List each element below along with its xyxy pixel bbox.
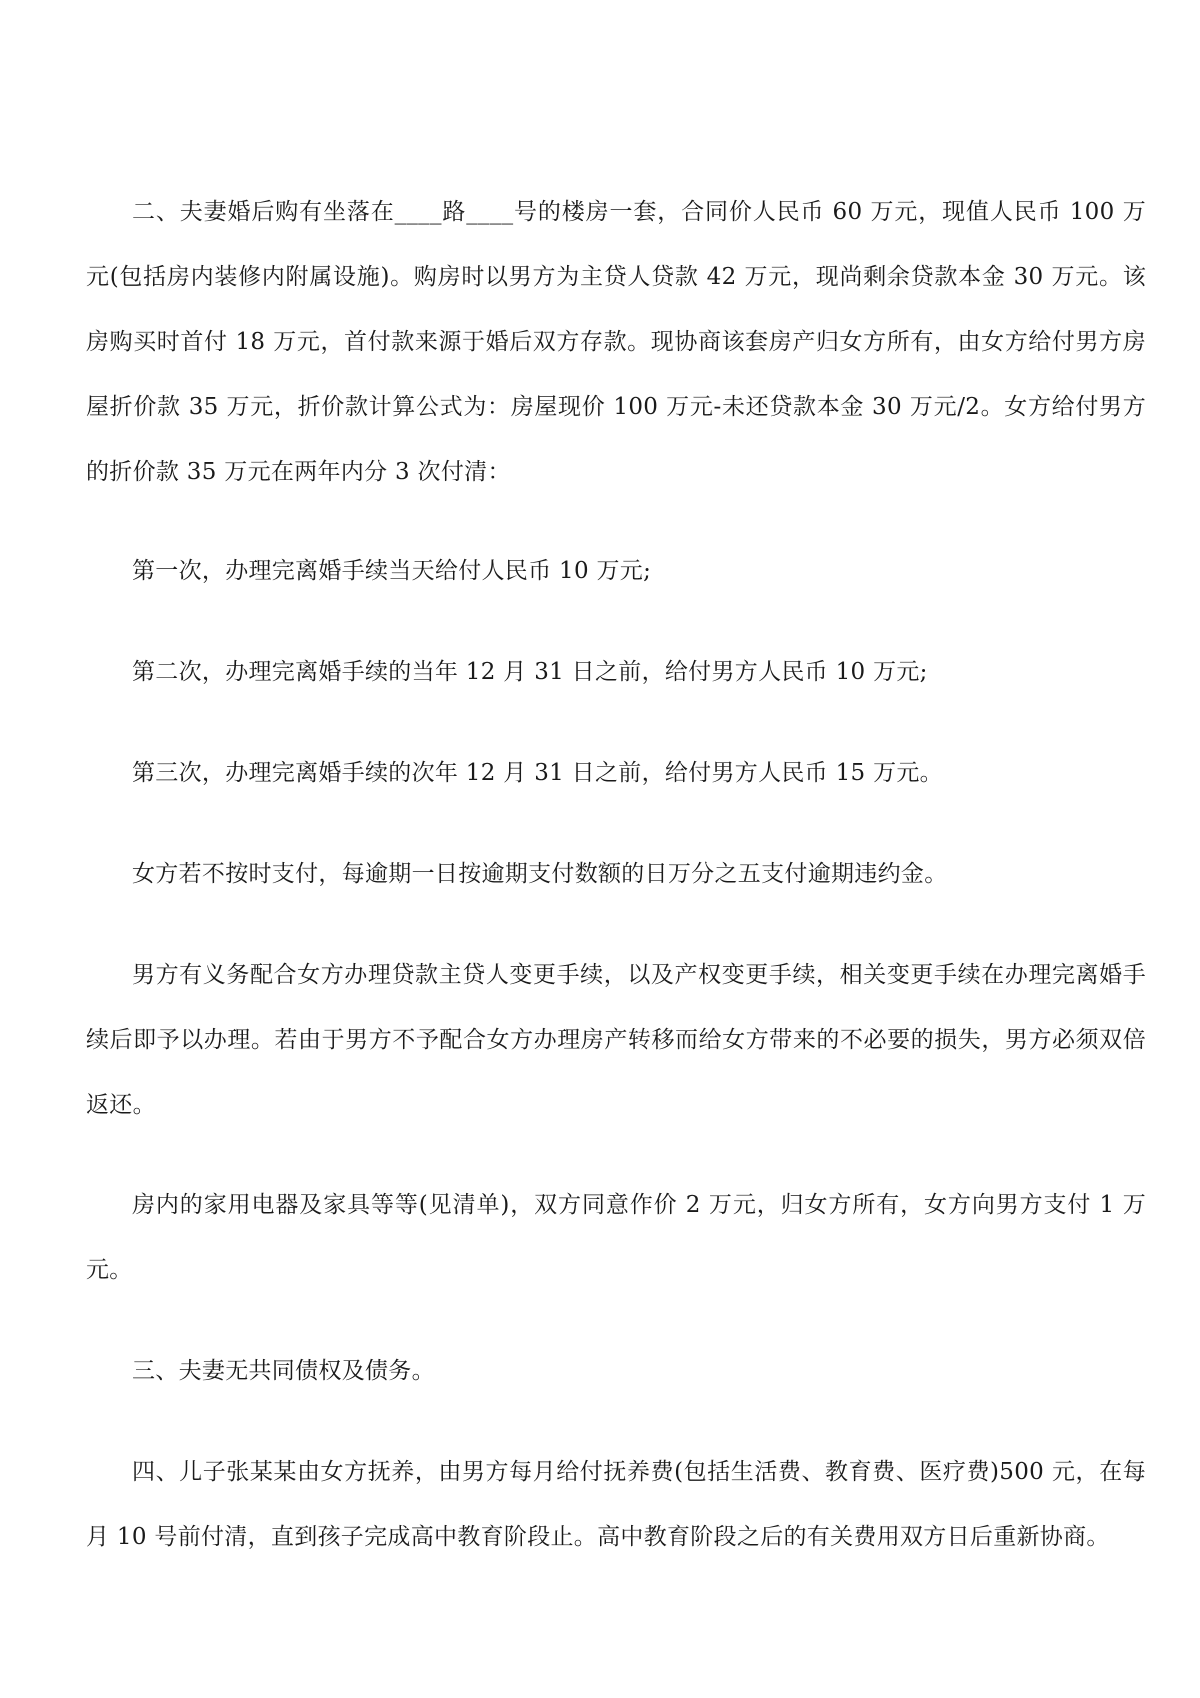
paragraph-appliances-furniture: 房内的家用电器及家具等等(见清单)，双方同意作价 2 万元，归女方所有，女方向男方支付 1 万元。 bbox=[86, 1192, 1146, 1283]
paragraph-second-payment: 第二次，办理完离婚手续的当年 12 月 31 日之前，给付男方人民币 10 万元; bbox=[132, 659, 928, 685]
paragraph-child-support: 四、儿子张某某由女方抚养，由男方每月给付抚养费(包括生活费、教育费、医疗费)500 元，在每月 10 号前付清，直到孩子完成高中教育阶段止。高中教育阶段之后的有关费用双方日后重新协商。 bbox=[86, 1459, 1146, 1550]
paragraph-late-penalty: 女方若不按时支付，每逾期一日按逾期支付数额的日万分之五支付逾期违约金。 bbox=[132, 861, 948, 887]
paragraph-first-payment: 第一次，办理完离婚手续当天给付人民币 10 万元; bbox=[132, 558, 652, 584]
document-body bbox=[86, 180, 1146, 1605]
paragraph-no-debts: 三、夫妻无共同债权及债务。 bbox=[132, 1358, 435, 1384]
paragraph-property-division: 二、夫妻婚后购有坐落在____路____号的楼房一套，合同价人民币 60 万元，现值人民币 100 万元(包括房内装修内附属设施)。购房时以男方为主贷人贷款 42 万元，现尚剩余贷款本金 30 万元。该房购买时首付 18 万元，首付款来源于婚后双方存款。现协商该套房产归女方所有，由女方给付男方房屋折价款 35 万元，折价款计算公式为：房屋现价 100 万元-未还贷款本金 30 万元/2。女方给付男方的折价款 35 万元在两年内分 3 次付清： bbox=[86, 199, 1146, 485]
paragraph-transfer-obligation: 男方有义务配合女方办理贷款主贷人变更手续，以及产权变更手续，相关变更手续在办理完离婚手续后即予以办理。若由于男方不予配合女方办理房产转移而给女方带来的不必要的损失，男方必须双倍返还。 bbox=[86, 962, 1146, 1118]
paragraph-third-payment: 第三次，办理完离婚手续的次年 12 月 31 日之前，给付男方人民币 15 万元。 bbox=[132, 760, 943, 786]
